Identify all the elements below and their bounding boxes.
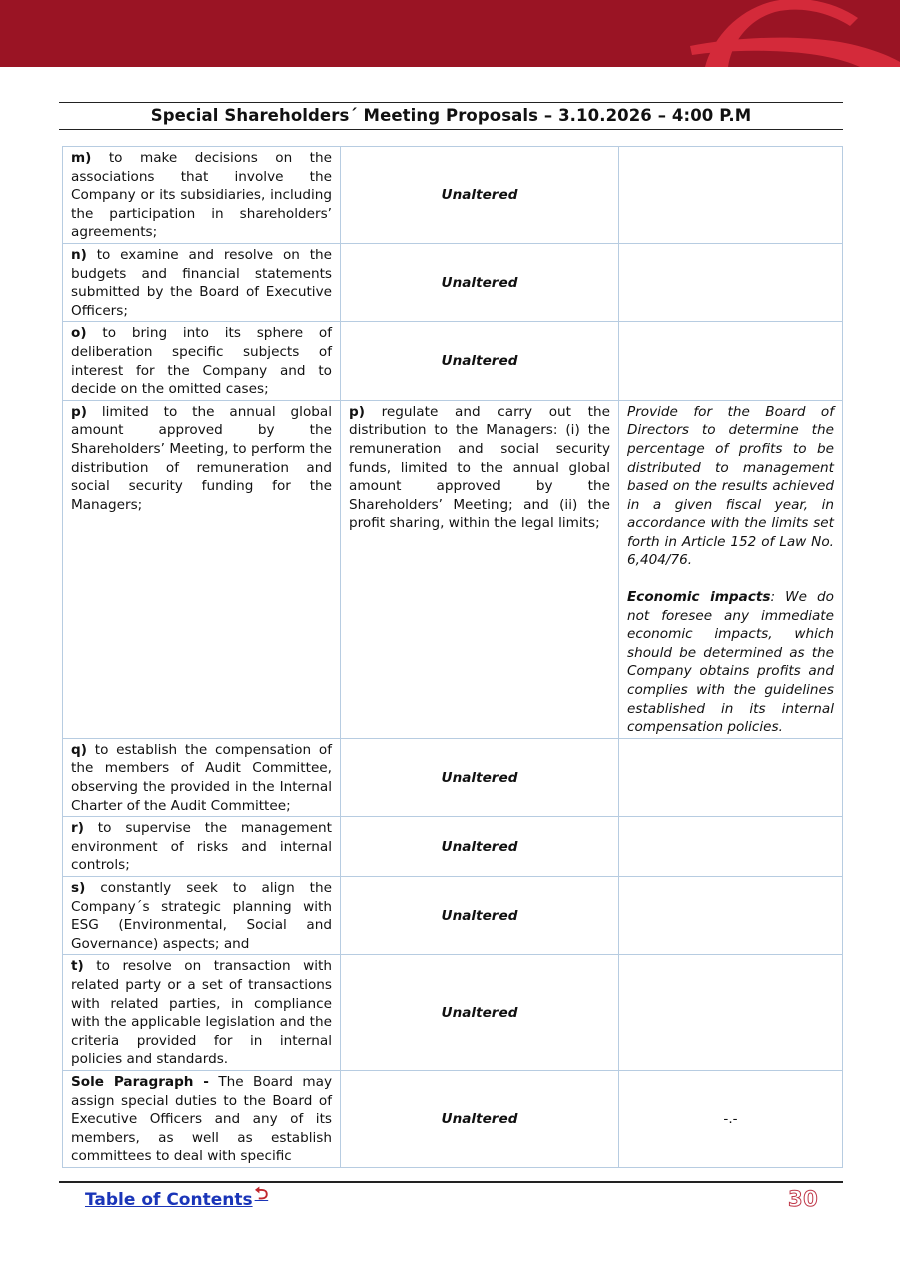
current-text: to supervise the management environment of risks and internal controls; [71, 820, 332, 874]
justification-cell [619, 243, 843, 321]
proposed-text: Unaltered [441, 1111, 518, 1128]
header-banner [0, 0, 900, 67]
justification-cell [619, 817, 843, 877]
item-letter: n) [71, 246, 87, 263]
current-text-cell [63, 1070, 341, 1167]
proposed-text-cell [341, 322, 619, 400]
proposed-text-cell [341, 738, 619, 816]
item-letter: s) [71, 879, 86, 896]
proposed-text-cell [341, 955, 619, 1071]
page-title: Special Shareholders´ Meeting Proposals – 3.10.2026 – 4:00 P.M [150, 106, 752, 125]
justification-cell [619, 738, 843, 816]
justification-cell [619, 147, 843, 244]
current-text-cell [63, 400, 341, 738]
title-bar [59, 102, 843, 130]
justification-cell [619, 955, 843, 1071]
current-text: to establish the compensation of the members of Audit Committee, observing the provided in the Internal Charter of the Audit Committee; [71, 741, 332, 814]
proposed-text-cell [341, 243, 619, 321]
table-row [63, 876, 843, 954]
proposed-text: Unaltered [441, 353, 518, 370]
current-text-cell [63, 243, 341, 321]
economic-impacts-text: : We do not foresee any immediate economic impacts, which should be determined as the Company obtains profits and complies with the guidelines established in its internal compensation policies. [627, 589, 834, 736]
table-row [63, 955, 843, 1071]
current-text: to examine and resolve on the budgets and financial statements submitted by the Board of Executive Officers; [71, 246, 332, 319]
company-swoosh-logo [0, 0, 900, 67]
item-letter: Sole Paragraph - [71, 1073, 209, 1090]
item-letter: q) [71, 741, 87, 758]
justification-cell [619, 400, 843, 738]
table-row [63, 817, 843, 877]
justification-cell [619, 876, 843, 954]
paragraph-gap [627, 570, 834, 588]
justification-cell [619, 1070, 843, 1167]
table-row [63, 738, 843, 816]
table-of-contents-link[interactable] [85, 1184, 269, 1210]
proposed-text-cell [341, 400, 619, 738]
item-letter: r) [71, 820, 84, 837]
proposed-text-cell [341, 147, 619, 244]
item-letter: p) [71, 403, 87, 420]
proposed-text-cell [341, 876, 619, 954]
proposed-text: Unaltered [441, 187, 518, 204]
proposed-text-cell [341, 1070, 619, 1167]
current-text-cell [63, 876, 341, 954]
item-letter: t) [71, 958, 84, 975]
economic-impacts-paragraph [627, 588, 834, 737]
justification-cell [619, 322, 843, 400]
item-letter: o) [71, 325, 87, 342]
current-text: to bring into its sphere of deliberation specific subjects of interest for the Company and to decide on the omitted cases; [71, 325, 332, 398]
current-text: to resolve on transaction with related party or a set of transactions with related parties, in compliance with the applicable legislation and the criteria provided for in internal policies and standards. [71, 958, 332, 1068]
footer-divider [59, 1181, 843, 1183]
current-text-cell [63, 322, 341, 400]
table-row [63, 1070, 843, 1167]
table-row [63, 400, 843, 738]
proposed-item-letter: p) [349, 403, 365, 420]
justification-text: -.- [723, 1111, 738, 1128]
proposed-text: Unaltered [441, 769, 518, 786]
page-number: 30 [788, 1187, 819, 1211]
table-row [63, 322, 843, 400]
proposed-text-cell [341, 817, 619, 877]
current-text-cell [63, 147, 341, 244]
current-text: limited to the annual global amount approved by the Shareholders’ Meeting, to perform the distribution of remuneration and social security funding for the Managers; [71, 403, 332, 513]
item-letter: m) [71, 150, 92, 166]
justification-text: Provide for the Board of Directors to determine the percentage of profits to be distributed to management based on the results achieved in a given fiscal year, in accordance with the limits set forth in Article 152 of Law No. 6,404/76. [627, 403, 834, 569]
current-text-cell [63, 955, 341, 1071]
table-row [63, 243, 843, 321]
table-row [63, 147, 843, 244]
return-arrow-icon[interactable]: ⮌ [254, 1184, 269, 1204]
current-text: constantly seek to align the Company´s strategic planning with ESG (Environmental, Social and Governance) aspects; and [71, 879, 332, 952]
proposed-text: Unaltered [441, 907, 518, 924]
toc-label[interactable]: Table of Contents [85, 1190, 253, 1210]
current-text-cell [63, 817, 341, 877]
current-text: The Board may assign special duties to the Board of Executive Officers and any of its members, as well as establish committees to deal with specific [71, 1073, 332, 1165]
economic-impacts-label: Economic impacts [627, 589, 771, 606]
proposed-text: Unaltered [441, 838, 518, 855]
proposed-text: Unaltered [441, 274, 518, 291]
proposed-text: Unaltered [441, 1004, 518, 1021]
proposals-table [62, 146, 843, 1168]
current-text: to make decisions on the associations that involve the Company or its subsidiaries, including the participation in shareholders’ agreements; [71, 150, 332, 241]
proposed-text: regulate and carry out the distribution to the Managers: (i) the remuneration and social security funds, limited to the annual global amount approved by the Shareholders’ Meeting; and (ii) the profit sharing, within the legal limits; [349, 403, 610, 532]
current-text-cell [63, 738, 341, 816]
